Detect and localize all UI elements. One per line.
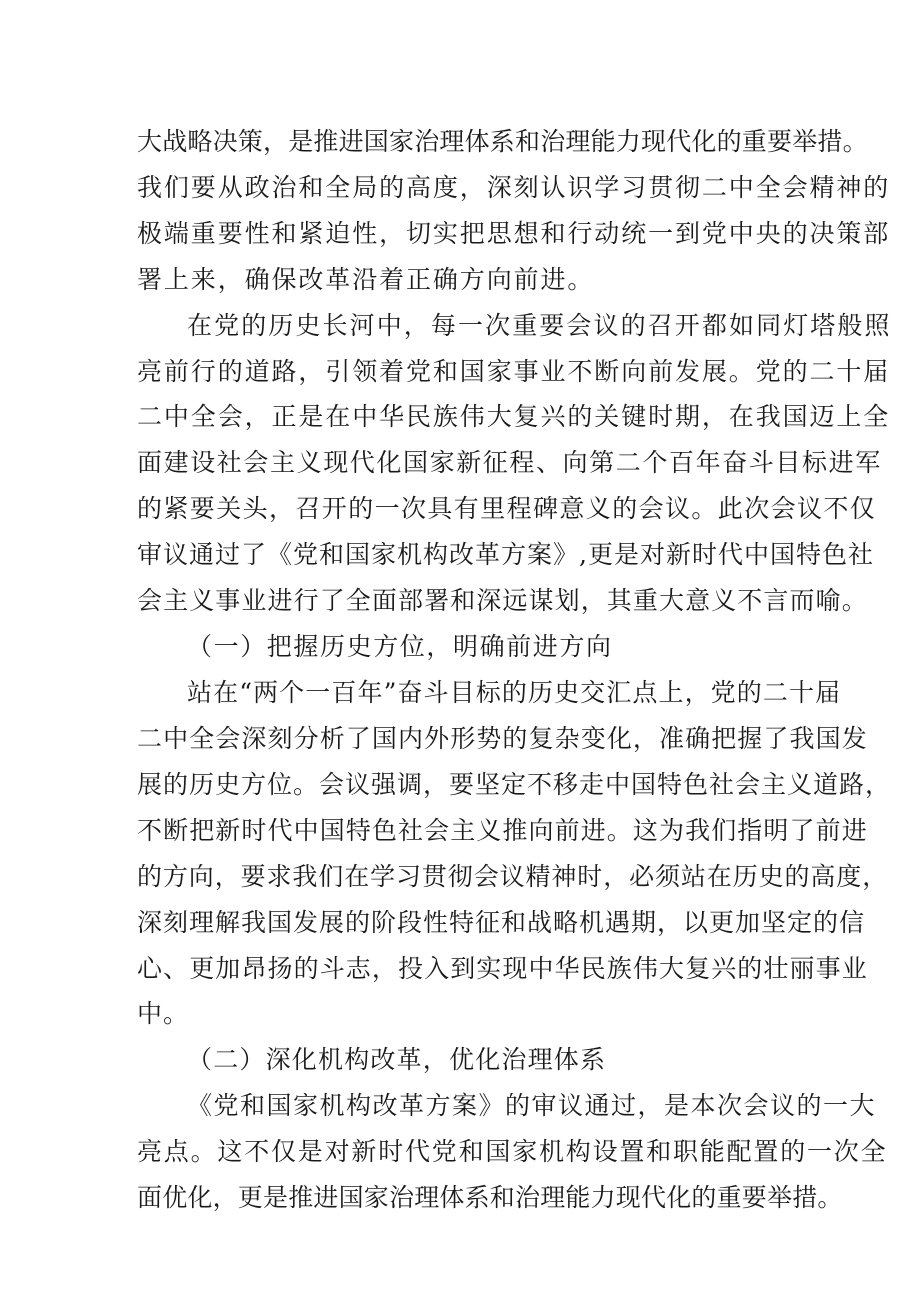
body-text-line: 的方向，要求我们在学习贯彻会议精神时，必须站在历史的高度，	[137, 862, 889, 891]
body-text-line: 心、更加昂扬的斗志，投入到实现中华民族伟大复兴的壮丽事业	[137, 954, 868, 983]
body-text-line: 亮点。这不仅是对新时代党和国家机构设置和职能配置的一次全	[137, 1137, 888, 1166]
section-heading-2: （二）深化机构改革，优化治理体系	[187, 1045, 607, 1074]
body-text-line: 审议通过了《党和国家机构改革方案》,更是对新时代中国特色社	[137, 540, 874, 569]
body-text-line: 署上来，确保改革沿着正确方向前进。	[137, 265, 595, 294]
body-text-line: 展的历史方位。会议强调，要坚定不移走中国特色社会主义道路，	[137, 770, 892, 799]
body-text-line: 大战略决策，是推进国家治理体系和治理能力现代化的重要举措。	[137, 127, 868, 156]
paragraph-start-line: 《党和国家机构改革方案》的审议通过，是本次会议的一大	[187, 1091, 877, 1120]
section-heading-1: （一）把握历史方位，明确前进方向	[187, 632, 613, 661]
paragraph-start-line: 在党的历史长河中，每一次重要会议的召开都如同灯塔般照	[187, 311, 892, 340]
body-text-line: 极端重要性和紧迫性，切实把思想和行动统一到党中央的决策部	[137, 219, 891, 248]
body-text-line: 二中全会，正是在中华民族伟大复兴的关键时期，在我国迈上全	[137, 402, 891, 431]
paragraph-start-line: 站在“两个一百年”奋斗目标的历史交汇点上，党的二十届	[187, 678, 842, 707]
body-text-line: 会主义事业进行了全面部署和深远谋划，其重大意义不言而喻。	[137, 586, 868, 615]
body-text-line: 我们要从政治和全局的高度，深刻认识学习贯彻二中全会精神的	[137, 173, 891, 202]
body-text-line: 中。	[137, 999, 190, 1028]
body-text-line: 亮前行的道路，引领着党和国家事业不断向前发展。党的二十届	[137, 357, 891, 386]
body-text-line: 面建设社会主义现代化国家新征程、向第二个百年奋斗目标进军	[137, 448, 882, 477]
body-text-line: 面优化，更是推进国家治理体系和治理能力现代化的重要举措。	[137, 1183, 843, 1212]
body-text-line: 的紧要关头，召开的一次具有里程碑意义的会议。此次会议不仅	[137, 494, 877, 523]
body-text-line: 二中全会深刻分析了国内外形势的复杂变化，准确把握了我国发	[137, 724, 868, 753]
body-text-line: 不断把新时代中国特色社会主义推向前进。这为我们指明了前进	[137, 816, 868, 845]
body-text-line: 深刻理解我国发展的阶段性特征和战略机遇期，以更加坚定的信	[137, 908, 866, 937]
